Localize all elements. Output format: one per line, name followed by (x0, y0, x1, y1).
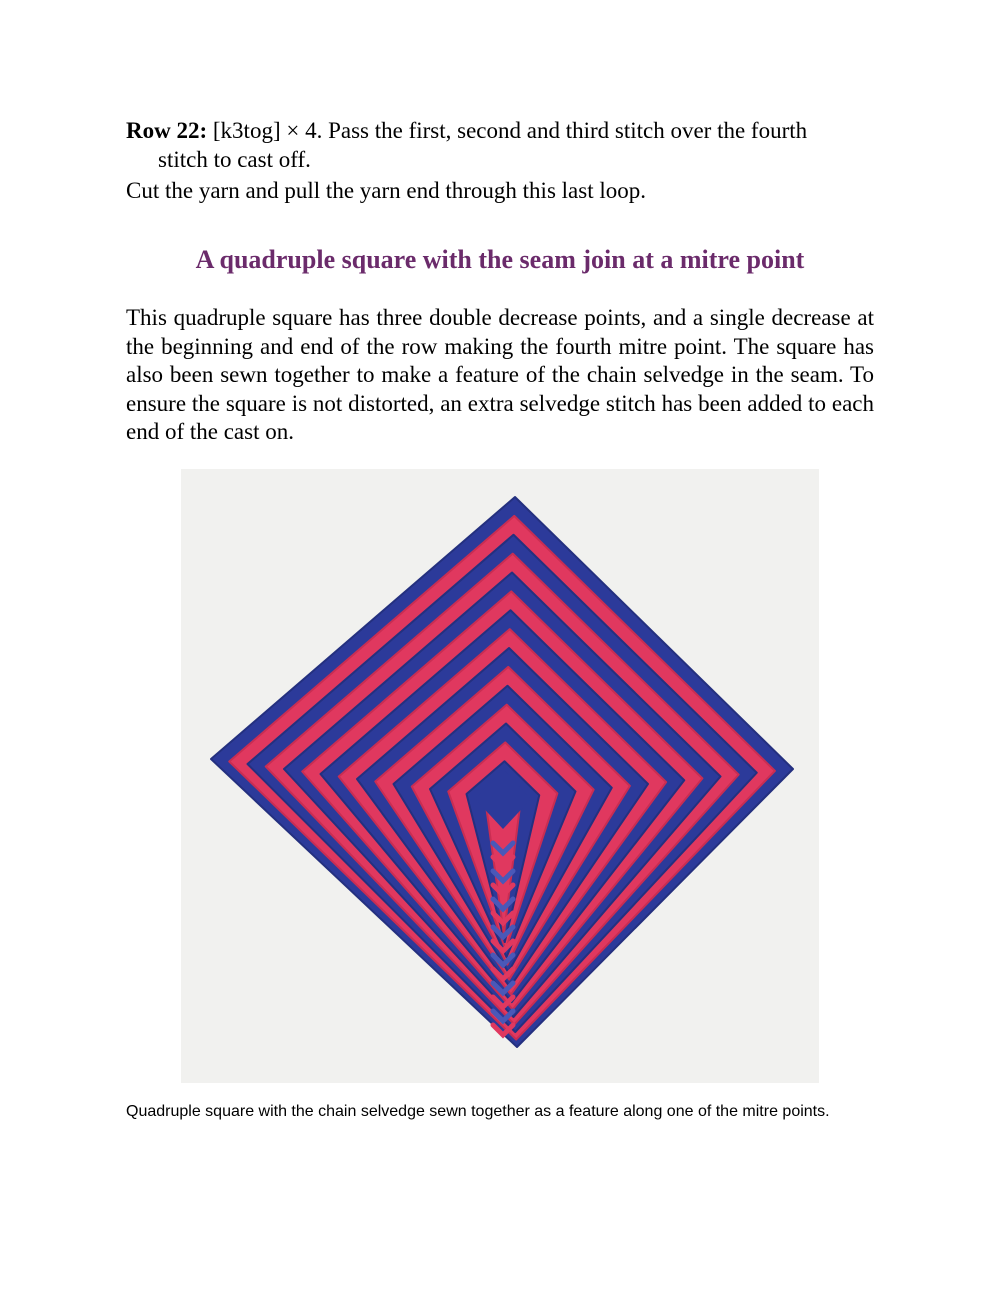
knitted-square-photo (181, 469, 819, 1083)
knitted-square-illustration (181, 469, 819, 1083)
body-paragraph: This quadruple square has three double decrease points, and a single decrease at the beginning and end of the row making the fourth mitre point. The square has also been sewn together to make a feature of the chain selvedge in the seam. To ensure the square is not distorted, an extra selvedge stitch has been added to each end of the cast on. (126, 305, 874, 444)
figure-caption: Quadruple square with the chain selvedge sewn together as a feature along one of the mitre points. (126, 1103, 830, 1120)
row-instruction (126, 116, 874, 174)
cut-yarn-instruction: Cut the yarn and pull the yarn end through this last loop. (126, 178, 646, 203)
row-instruction-text: [k3tog] × 4. Pass the first, second and third stitch over the fourth (207, 118, 808, 143)
section-heading: A quadruple square with the seam join at a mitre point (195, 245, 805, 274)
row-label: Row 22: (126, 118, 208, 143)
row-instruction-continuation: stitch to cast off. (158, 147, 311, 172)
